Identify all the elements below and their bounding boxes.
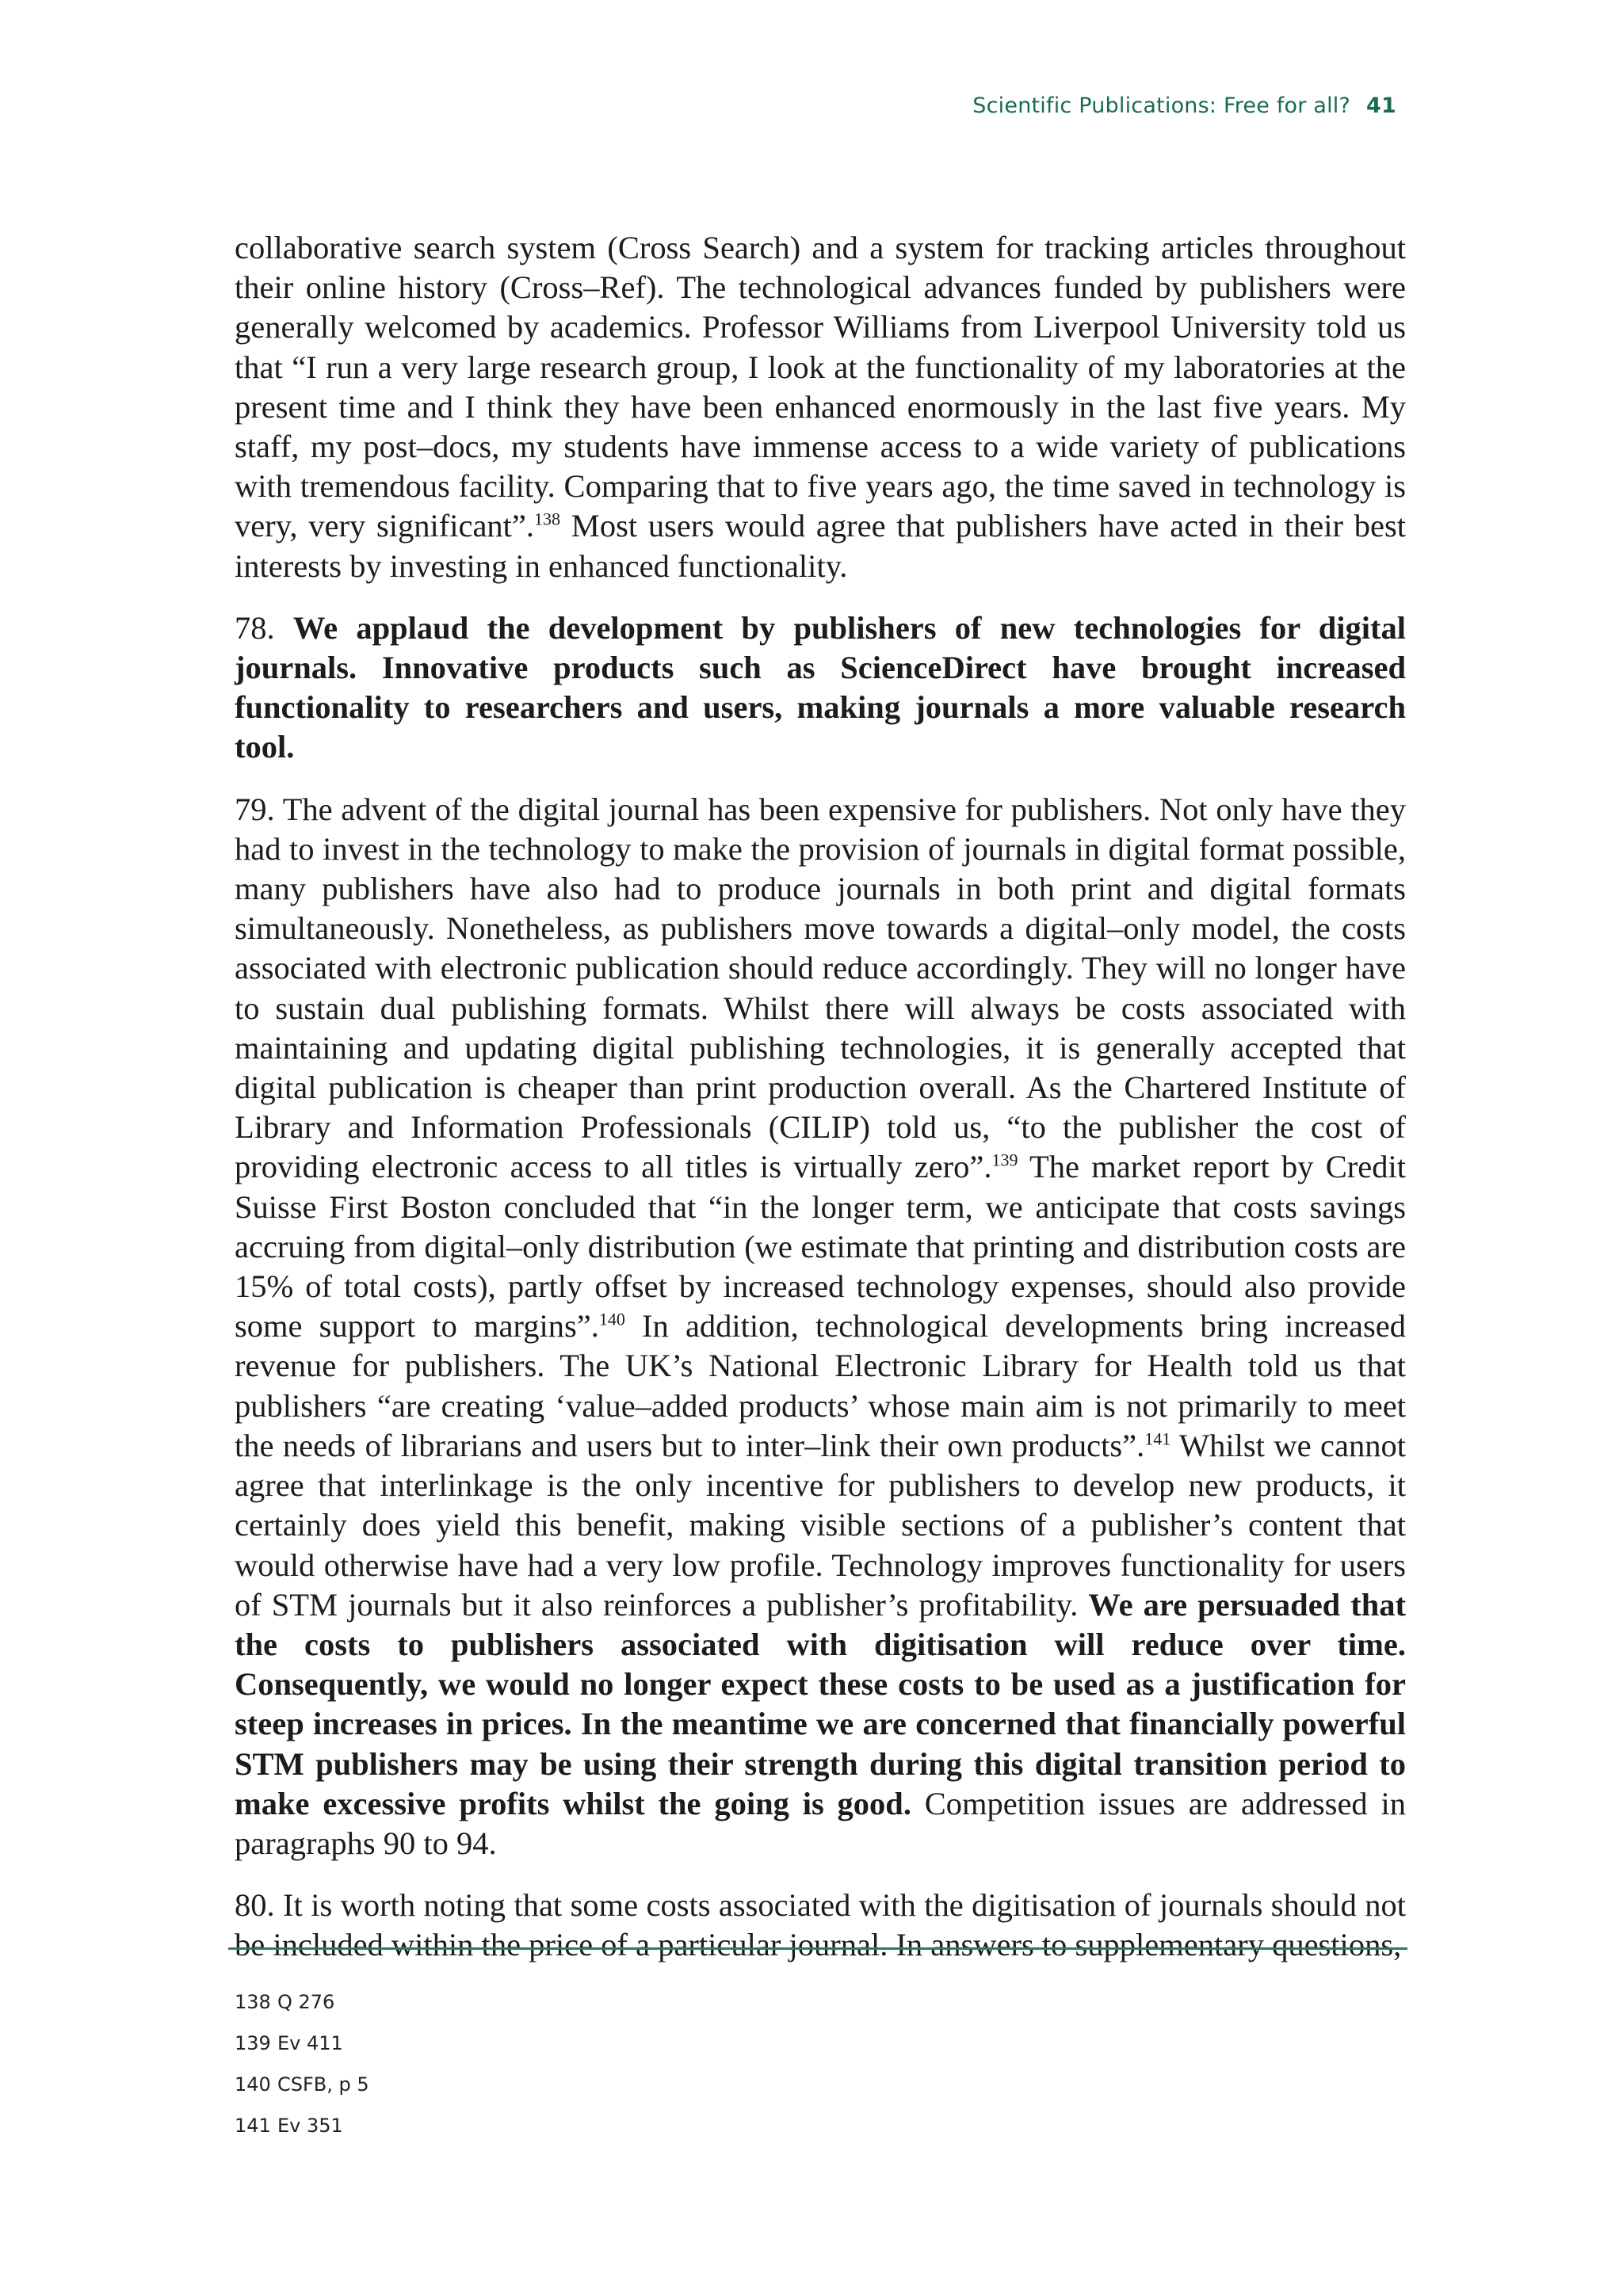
footnote-ref-141[interactable]: 141: [1144, 1428, 1171, 1449]
footnote-item: [235, 2032, 369, 2073]
footnote-text: Ev 411: [277, 2032, 343, 2054]
conclusion-text: We applaud the development by publishers of new technologies for digital journals. Innovative products such as ScienceDirect have brought increased functionality to researchers and users, making journals a more valuable research tool.: [235, 609, 1406, 765]
footnote-ref-138[interactable]: 138: [534, 509, 561, 529]
paragraph-text: collaborative search system (Cross Search) and a system for tracking articles throughout their online history (Cross–Ref). The technological advances funded by publishers were generally welcomed by academics. Professor Williams from Liverpool University told us that “I run a very large research group, I look at the functionality of my laboratories at the present time and I think they have been enhanced enormously in the last five years. My staff, my post–docs, my students have immense access to a wide variety of publications with tremendous facility. Comparing that to five years ago, the time saved in technology is very, very significant”.: [235, 230, 1406, 544]
page-number: 41: [1366, 93, 1396, 118]
footnote-item: [235, 2073, 369, 2115]
footnote-text: Q 276: [277, 1991, 335, 2013]
paragraph-text: Whilst we cannot agree that interlinkage is the only incentive for publishers to develop new products, it certainly does yield this benefit, making visible sections of a publisher’s content that would otherwise have had a very low profile. Technology improves functionality for users of STM journals but it also reinforces a publisher’s profitability.: [235, 1427, 1406, 1623]
body-text: [235, 228, 1406, 1966]
footnote-number: 138: [235, 1991, 271, 2013]
running-header-title: Scientific Publications: Free for all?: [972, 93, 1351, 118]
paragraph-80: [235, 1886, 1406, 1965]
paragraph-78: [235, 608, 1406, 768]
footnote-item: [235, 1991, 369, 2032]
footnotes: [235, 1991, 369, 2156]
footnote-number: 140: [235, 2073, 271, 2096]
conclusion-text: We are persuaded that the costs to publishers associated with digitisation will reduce over time. Consequently, we would no longer expect these costs to be used as a justification for steep increases in prices. In the meantime we are concerned that financially powerful STM publishers may be using their strength during this digital transition period to make excessive profits whilst the going is good.: [235, 1586, 1406, 1821]
paragraph-text: Most users would agree that publishers have acted in their best interests by investing in enhanced functionality.: [235, 508, 1407, 584]
footnote-number: 141: [235, 2115, 271, 2137]
footnote-divider: [228, 1947, 1407, 1950]
footnote-ref-139[interactable]: 139: [991, 1150, 1018, 1170]
paragraph-79: [235, 790, 1406, 1863]
paragraph-text: 80. It is worth noting that some costs associated with the digitisation of journals should not be included within the price of a particular journal. In answers to supplementary questions,: [235, 1887, 1406, 1963]
footnote-ref-140[interactable]: 140: [598, 1309, 625, 1329]
paragraph-text: Competition issues are addressed in paragraphs 90 to 94.: [235, 1785, 1407, 1861]
paragraph-text: 79. The advent of the digital journal has been expensive for publishers. Not only have they had to invest in the technology to make the provision of journals in digital format possible, many publishers have also had to produce journals in both print and digital formats simultaneously. Nonetheless, as publishers move towards a digital–only model, the costs associated with electronic publication should reduce accordingly. They will no longer have to sustain dual publishing formats. Whilst there will always be costs associated with maintaining and updating digital publishing technologies, it is generally accepted that digital publication is cheaper than print production overall. As the Chartered Institute of Library and Information Professionals (CILIP) told us, “to the publisher the cost of providing electronic access to all titles is virtually zero”.: [235, 791, 1406, 1185]
footnote-number: 139: [235, 2032, 271, 2054]
footnote-text: CSFB, p 5: [277, 2073, 369, 2096]
footnote-text: Ev 351: [277, 2115, 343, 2137]
paragraph-text: In addition, technological developments bring increased revenue for publishers. The UK’s National Electronic Library for Health told us that publishers “are creating ‘value–added products’ whose main aim is not primarily to meet the needs of librarians and users but to inter–link their own products”.: [235, 1308, 1406, 1463]
running-header: [972, 93, 1396, 118]
paragraph-number: 78.: [235, 609, 293, 646]
paragraph-continued: [235, 228, 1406, 586]
footnote-item: [235, 2115, 369, 2156]
paragraph-text: The market report by Credit Suisse First Boston concluded that “in the longer term, we anticipate that costs savings accruing from digital–only distribution (we estimate that printing and distribution costs are 15% of total costs), partly offset by increased technology expenses, should also provide some support to margins”.: [235, 1149, 1406, 1344]
